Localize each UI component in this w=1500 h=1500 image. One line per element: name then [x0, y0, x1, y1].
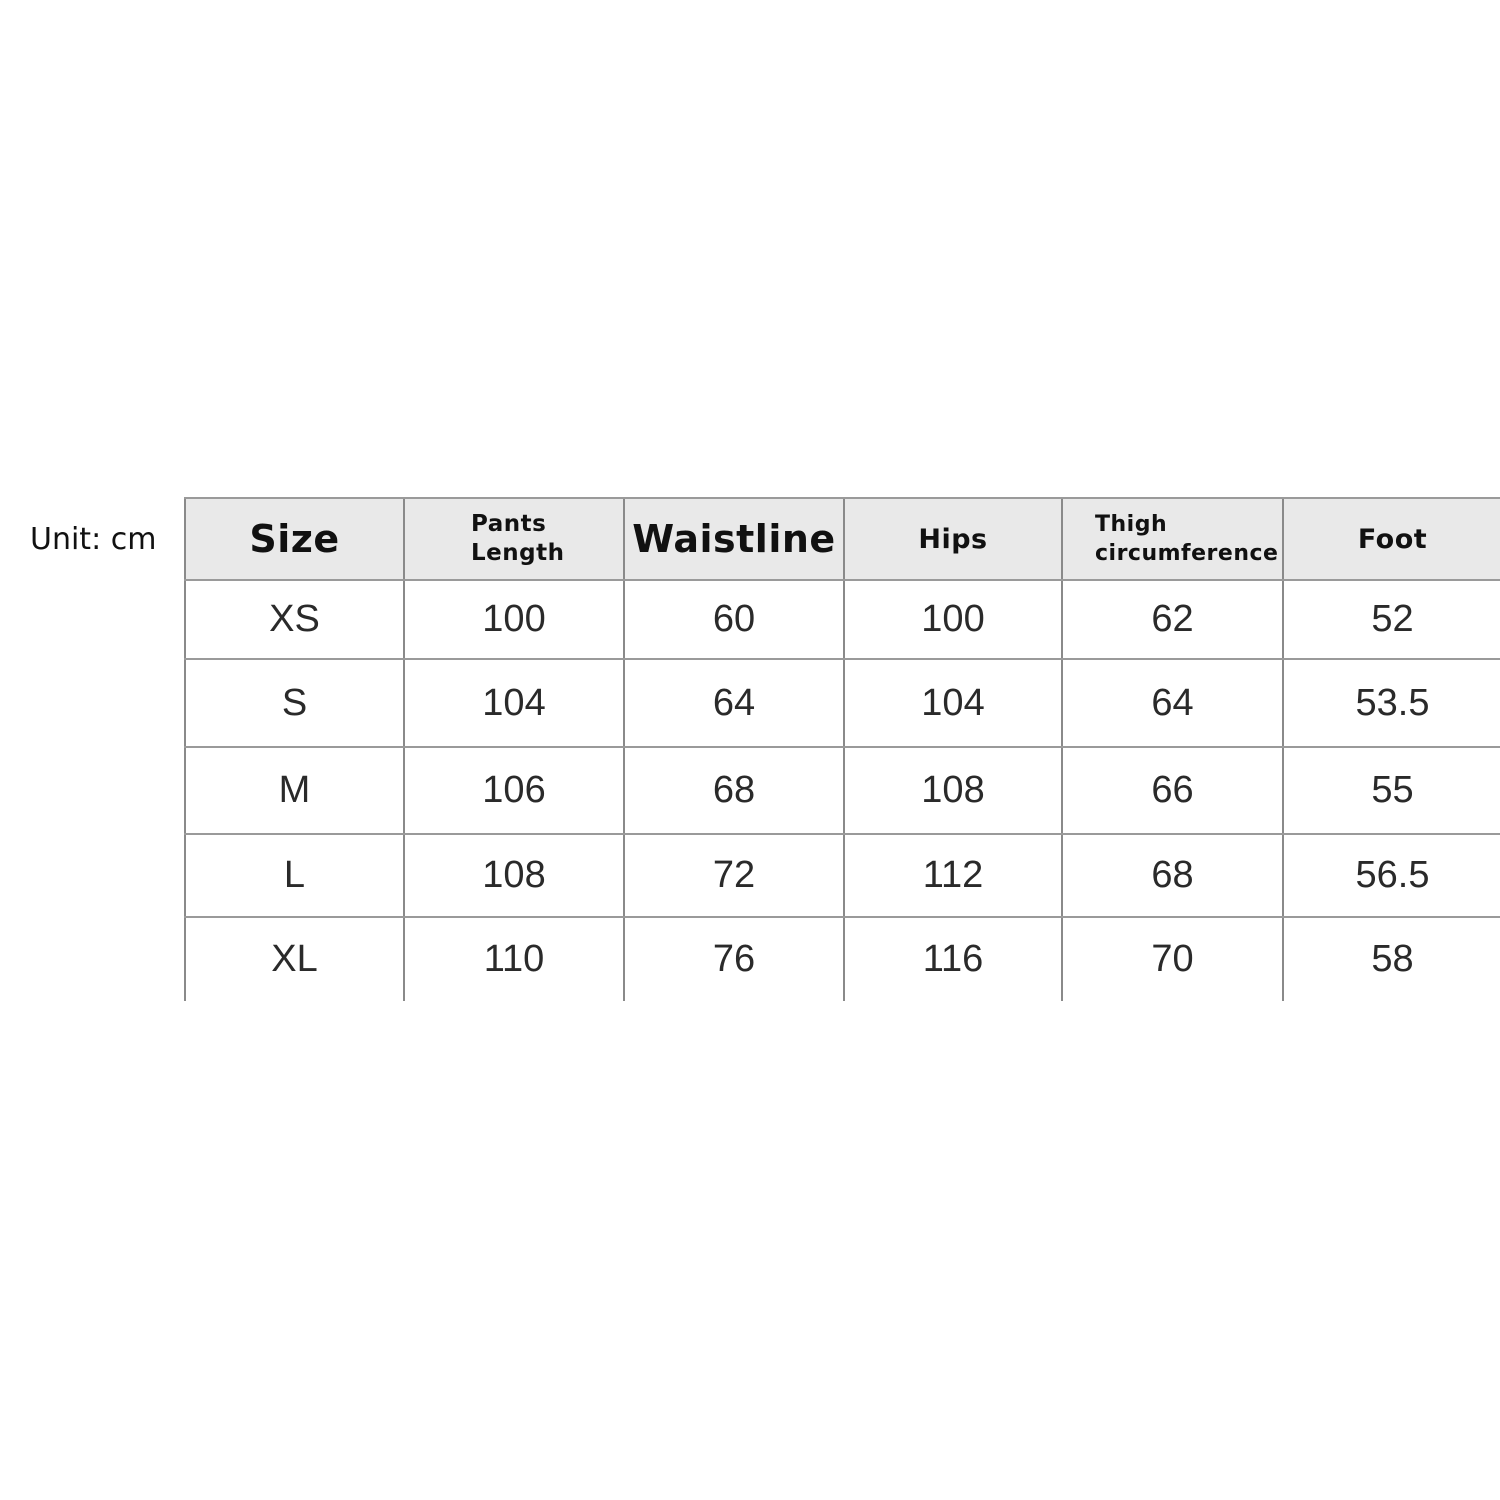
cell-hips: 112 — [844, 834, 1062, 917]
cell-size: XS — [185, 580, 404, 659]
cell-hips: 116 — [844, 917, 1062, 1001]
header-pants-length-line1: Pants — [471, 511, 547, 537]
header-row — [185, 498, 1500, 580]
unit-label: Unit: cm — [30, 522, 157, 557]
cell-foot: 53.5 — [1283, 659, 1500, 747]
header-thigh-line1: Thigh — [1095, 512, 1168, 537]
cell-size: XL — [185, 917, 404, 1001]
cell-size: M — [185, 747, 404, 834]
cell-thigh: 62 — [1062, 580, 1283, 659]
header-foot: Foot — [1283, 498, 1500, 580]
cell-pants-length: 100 — [404, 580, 624, 659]
header-pants-length-line2: Length — [471, 540, 565, 566]
header-pants-length — [404, 498, 624, 580]
table-row — [185, 917, 1500, 1001]
cell-pants-length: 108 — [404, 834, 624, 917]
cell-thigh: 70 — [1062, 917, 1283, 1001]
cell-pants-length: 110 — [404, 917, 624, 1001]
header-hips: Hips — [844, 498, 1062, 580]
header-size: Size — [185, 498, 404, 580]
cell-foot: 55 — [1283, 747, 1500, 834]
cell-size: S — [185, 659, 404, 747]
cell-pants-length: 106 — [404, 747, 624, 834]
cell-thigh: 66 — [1062, 747, 1283, 834]
cell-waistline: 76 — [624, 917, 844, 1001]
table-body — [185, 580, 1500, 1001]
table-row — [185, 834, 1500, 917]
cell-pants-length: 104 — [404, 659, 624, 747]
header-thigh-circumference — [1062, 498, 1283, 580]
header-thigh-line2: circumference — [1095, 541, 1279, 566]
cell-hips: 104 — [844, 659, 1062, 747]
cell-hips: 108 — [844, 747, 1062, 834]
header-waistline: Waistline — [624, 498, 844, 580]
cell-waistline: 64 — [624, 659, 844, 747]
size-chart-table — [184, 497, 1500, 1001]
cell-foot: 58 — [1283, 917, 1500, 1001]
cell-thigh: 68 — [1062, 834, 1283, 917]
cell-size: L — [185, 834, 404, 917]
table-header — [185, 498, 1500, 580]
cell-thigh: 64 — [1062, 659, 1283, 747]
cell-foot: 52 — [1283, 580, 1500, 659]
cell-waistline: 72 — [624, 834, 844, 917]
table-row — [185, 659, 1500, 747]
table-row — [185, 580, 1500, 659]
cell-waistline: 60 — [624, 580, 844, 659]
table-row — [185, 747, 1500, 834]
cell-foot: 56.5 — [1283, 834, 1500, 917]
cell-waistline: 68 — [624, 747, 844, 834]
cell-hips: 100 — [844, 580, 1062, 659]
